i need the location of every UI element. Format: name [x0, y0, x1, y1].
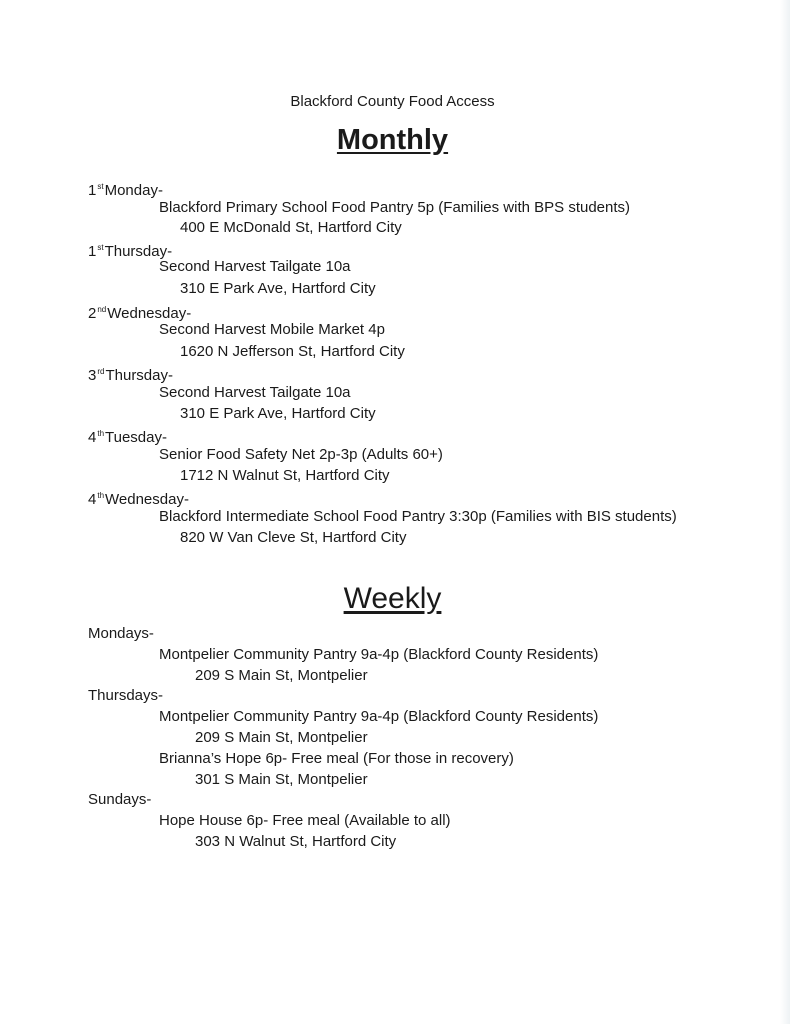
monthly-event-address: 1620 N Jefferson St, Hartford City — [180, 343, 405, 361]
monthly-event: Blackford Primary School Food Pantry 5p (Families with BPS students) — [159, 198, 631, 216]
weekly-schedule — [0, 624, 780, 853]
weekly-event: Montpelier Community Pantry 9a-4p (Blackford County Residents) — [159, 645, 599, 663]
weekly-event: Brianna’s Hope 6p- Free meal (For those in recovery) — [159, 749, 514, 767]
weekly-section-title: Weekly — [343, 582, 442, 615]
monthly-event-address: 400 E McDonald St, Hartford City — [180, 219, 402, 237]
monthly-day-label: 3rdThursday- — [88, 367, 173, 385]
monthly-day-label: 1stThursday- — [88, 243, 173, 261]
weekly-event: Hope House 6p- Free meal (Available to all) — [159, 812, 451, 830]
monthly-day-label: 1stMonday- — [88, 182, 163, 199]
document-header: Blackford County Food Access — [290, 93, 495, 110]
weekly-day-label: Sundays- — [88, 791, 152, 809]
monthly-schedule — [0, 177, 780, 548]
monthly-section-title: Monthly — [336, 124, 449, 156]
monthly-event: Second Harvest Tailgate 10a — [159, 258, 351, 276]
monthly-event: Senior Food Safety Net 2p-3p (Adults 60+) — [159, 446, 443, 464]
monthly-event-address: 1712 N Walnut St, Hartford City — [180, 467, 390, 485]
weekly-event-address: 209 S Main St, Montpelier — [195, 728, 368, 746]
monthly-day-label: 4thTuesday- — [88, 429, 167, 447]
weekly-day-label: Thursdays- — [88, 687, 164, 705]
monthly-event-address: 310 E Park Ave, Hartford City — [180, 405, 376, 423]
monthly-day-label: 2ndWednesday- — [88, 305, 192, 323]
monthly-event: Second Harvest Mobile Market 4p — [159, 321, 385, 339]
monthly-event-address: 820 W Van Cleve St, Hartford City — [180, 529, 407, 547]
weekly-event: Montpelier Community Pantry 9a-4p (Blackford County Residents) — [159, 708, 599, 726]
weekly-event-address: 209 S Main St, Montpelier — [195, 666, 368, 684]
weekly-day-label: Mondays- — [88, 625, 154, 642]
monthly-event: Blackford Intermediate School Food Pantry 3:30p (Families with BIS students) — [159, 508, 677, 526]
weekly-event-address: 301 S Main St, Montpelier — [195, 770, 368, 788]
monthly-event: Second Harvest Tailgate 10a — [159, 384, 351, 402]
monthly-day-label: 4thWednesday- — [88, 491, 189, 509]
weekly-event-address: 303 N Walnut St, Hartford City — [195, 832, 397, 850]
monthly-event-address: 310 E Park Ave, Hartford City — [180, 280, 376, 298]
